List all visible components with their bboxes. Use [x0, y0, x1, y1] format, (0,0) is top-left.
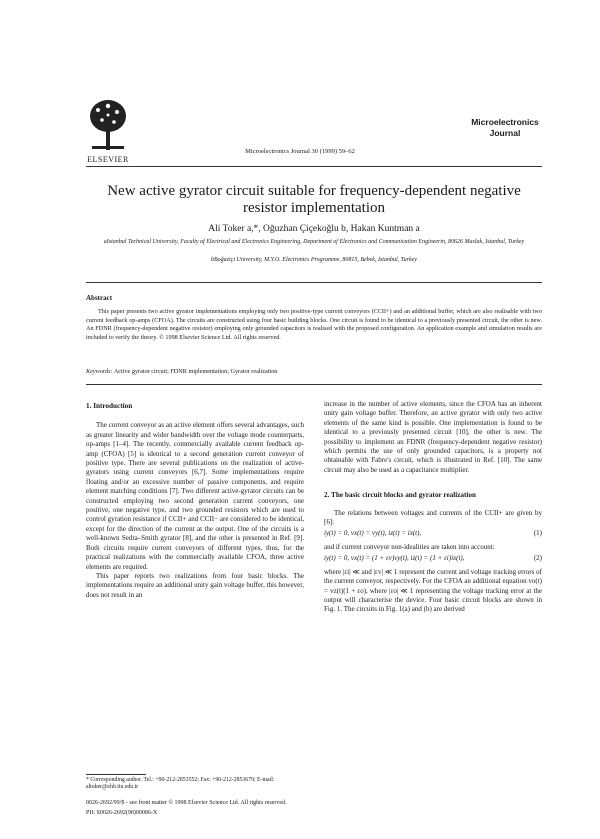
copyright-line: 0026-2692/99/$ - see front matter © 1998 Elsevier Science Ltd. All rights reserved. — [86, 800, 287, 806]
journal-citation: Microelectronics Journal 30 (1999) 59–62 — [245, 148, 355, 155]
pii-line: PII: S0026-2692(98)00086-X — [86, 810, 158, 816]
intro-paragraph-3: increase in the number of active elements, since the CFOA has an inherent unity gain voltage buffer. Therefore, an active gyrator with only two active elements of the same kind is possible. One implementation is found to be identical to a previously presented circuit [10], the other is new. The possibility to implement an FDNR (frequency-dependent negative resistor) which permits the use of only grounded capacitors, is a property not obtainable with Fabre's circuit, which is illustrated in Ref. [10]. The same circuit may also be used as a capacitance multiplier. — [324, 400, 542, 474]
section2-paragraph-2: and if current conveyor non-idealities are taken into account: — [324, 542, 495, 551]
footnote-rule — [86, 774, 146, 775]
intro-paragraph-2: This paper reports two realizations from four basic blocks. The implementations require an additional unity gain voltage buffer, this however, does not result in an — [86, 571, 305, 599]
corresponding-author-footnote: * Corresponding author. Tel.: +90-212-2853552; Fax: +90-212-2853679; E-mail: altoker@ehb.itu.edu.tr — [86, 777, 275, 791]
abstract-text: This paper presents two active gyrator implementations employing only two positive-type current conveyors (CCII+) and an additional buffer, which are also realisable with two current feedback op-amps (CFOA). The circuits are constructed using four basic building blocks. One circuit is found to be identical to a previously presented circuit, the other is new. An FDNR (frequency-dependent negative resistor) employing only grounded capacitors is realised with the proposed configuration. An application example and simulation results are included to verify the theory. © 1998 Elsevier Science Ltd. All rights reserved. — [86, 308, 542, 341]
keywords-line — [86, 368, 542, 375]
abstract-bottom-rule — [86, 384, 542, 385]
elsevier-tree-logo — [86, 96, 130, 152]
abstract-top-rule — [86, 282, 542, 283]
equation-1-number: (1) — [533, 529, 542, 538]
equation-1-body: iy(t) = 0, vx(t) = vy(t), iz(t) = ix(t), — [324, 529, 422, 538]
section2-paragraph-3: where |εi| ≪ and |εv| ≪ 1 represent the current and voltage tracking errors of the current conveyor, respectively. For the CFOA an additional equation vo(t) = vz(t)(1 + εo), where |εo| ≪ 1 representing the voltage tracking error at the output will characterise the device. Four basic circuit blocks are shown in Fig. 1. The circuits in Fig. 1(a) and (b) are derived — [324, 567, 542, 614]
equation-2-body: iy(t) = 0, vx(t) = (1 + εv)vy(t), iz(t) = (1 + εi)ix(t), — [324, 554, 465, 563]
affiliation-b: bBoğaziçi University, M.Y.O. Electronics Programme, 80815, Bebek, Istanbul, Turkey — [211, 257, 417, 263]
publisher-name: ELSEVIER — [87, 155, 129, 164]
paper-title: New active gyrator circuit suitable for frequency-dependent negative resistor implementation — [107, 183, 521, 216]
section2-paragraph-1: The relations between voltages and currents of the CCII+ are given by [6]: — [324, 508, 542, 527]
intro-paragraph-1: The current conveyor as an active element offers several advantages, such as greater linearity and wider bandwidth over the voltage mode counterparts, op-amps [1–4]. The recently, commercially available current feedback op-amp (CFOA) [5] is identical to a second generation current conveyor of positive type. There are several publications on the realization of active-gyrators using current conveyors [6,7]. Some implementations require floating and/or an excessive number of passive components, and require element matching conditions [7]. Two different active-gyrator circuits can be constructed employing two second generation current conveyors, one positive, one negative type, and two grounded resistors which are used to control gyration resistance if CCII+ and CCII− are considered to be identical, except for the direction of the current at the output. One of the circuits is a well-known Sedra–Smith gyrator [8], and the other is presented in Ref. [9]. Both circuits require current conveyors of different types, thus, for the practical realizations with the commercially available CFOA, three active elements are required. — [86, 421, 304, 571]
keywords-label: Keywords: — [86, 368, 113, 375]
section-heading-basic-blocks: 2. The basic circuit blocks and gyrator realization — [324, 491, 477, 500]
equation-1 — [324, 529, 542, 538]
affiliation-a: aIstanbul Technical University, Faculty of Electrical and Electronics Engineering, Department of Electronics and Communication Engineerin, 80626 Maslak, Istanbul, Turkey — [103, 239, 525, 245]
header-rule — [86, 166, 542, 167]
equation-2-number: (2) — [533, 554, 542, 563]
section-heading-introduction: 1. Introduction — [86, 402, 133, 410]
abstract-heading: Abstract — [86, 294, 113, 302]
left-column — [86, 402, 304, 600]
journal-name: Microelectronics Journal — [471, 117, 539, 138]
right-column — [324, 400, 542, 615]
equation-2 — [324, 554, 542, 563]
author-list: Ali Toker a,*, Oğuzhan Çiçekoğlu b, Hakan Kuntman a — [208, 224, 420, 234]
keywords-text: Active gyrator circuit; FDNR implementation; Gyrator realization — [113, 368, 278, 375]
